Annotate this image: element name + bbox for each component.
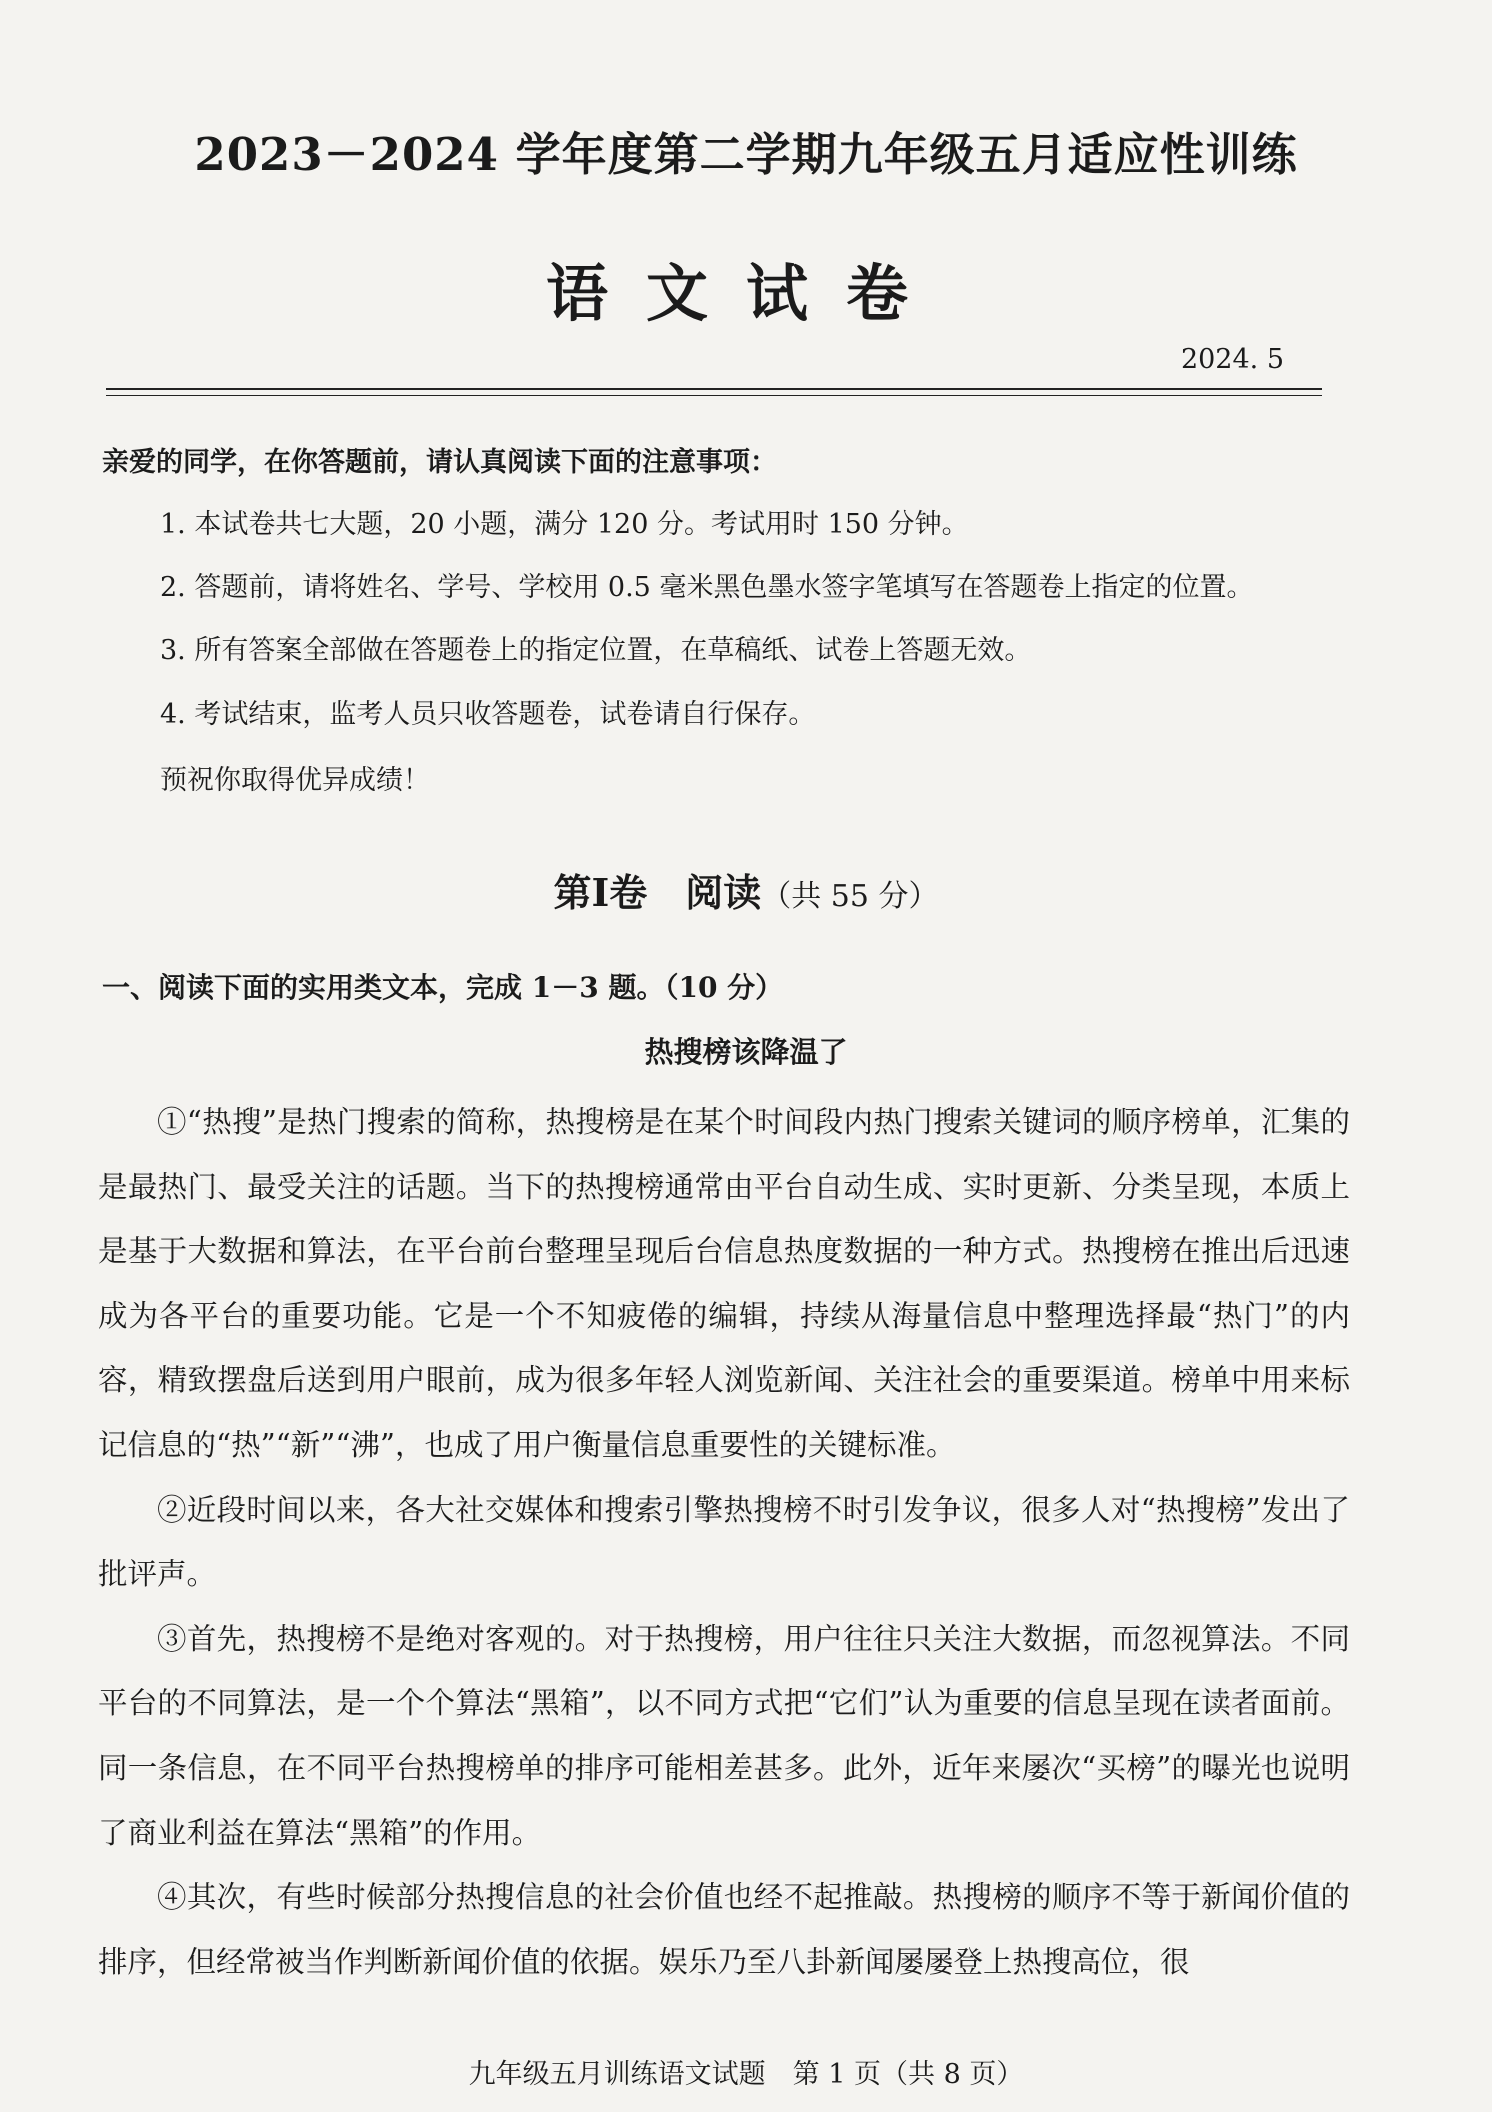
page-footer: 九年级五月训练语文试题 第 1 页（共 8 页） [468, 2059, 1024, 2090]
header-divider [106, 388, 1322, 396]
part-score: （共 55 分） [761, 879, 939, 914]
article-body [98, 1090, 1350, 1994]
notice-wish: 预祝你取得优异成绩！ [160, 765, 430, 796]
notice-item: 2. 答题前，请将姓名、学号、学校用 0.5 毫米黑色墨水签字笔填写在答题卷上指定的位置。 [160, 572, 1254, 603]
notice-item: 3. 所有答案全部做在答题卷上的指定位置，在草稿纸、试卷上答题无效。 [160, 635, 1032, 666]
part-title [0, 862, 1492, 917]
notice-item: 1. 本试卷共七大题，20 小题，满分 120 分。考试用时 150 分钟。 [160, 509, 969, 540]
part-title-label: 第Ⅰ卷 阅读 [553, 870, 762, 915]
article-title: 热搜榜该降温了 [644, 1035, 848, 1069]
article-paragraph: ①“热搜”是热门搜索的简称，热搜榜是在某个时间段内热门搜索关键词的顺序榜单，汇集的是最热门、最受关注的话题。当下的热搜榜通常由平台自动生成、实时更新、分类呈现，本质上是基于大数据和算法，在平台前台整理呈现后台信息热度数据的一种方式。热搜榜在推出后迅速成为各平台的重要功能。它是一个不知疲倦的编辑，持续从海量信息中整理选择最“热门”的内容，精致摆盘后送到用户眼前，成为很多年轻人浏览新闻、关注社会的重要渠道。榜单中用来标记信息的“热”“新”“沸”，也成了用户衡量信息重要性的关键标准。 [98, 1105, 1350, 1462]
subject-title: 语文试卷 [545, 257, 946, 330]
exam-date: 2024. 5 [1180, 344, 1284, 375]
article-paragraph: ③首先，热搜榜不是绝对客观的。对于热搜榜，用户往往只关注大数据，而忽视算法。不同平台的不同算法，是一个个算法“黑箱”，以不同方式把“它们”认为重要的信息呈现在读者面前。同一条信息，在不同平台热搜榜单的排序可能相差甚多。此外，近年来屡次“买榜”的曝光也说明了商业利益在算法“黑箱”的作用。 [98, 1621, 1350, 1850]
article-paragraph: ④其次，有些时候部分热搜信息的社会价值也经不起推敲。热搜榜的顺序不等于新闻价值的排序，但经常被当作判断新闻价值的依据。娱乐乃至八卦新闻屡屡登上热搜高位，很 [98, 1880, 1350, 1979]
notice-item: 4. 考试结束，监考人员只收答题卷，试卷请自行保存。 [160, 699, 816, 730]
article-paragraph: ②近段时间以来，各大社交媒体和搜索引擎热搜榜不时引发争议，很多人对“热搜榜”发出了批评声。 [98, 1492, 1350, 1592]
section-heading: 一、阅读下面的实用类文本，完成 1－3 题。（10 分） [102, 971, 784, 1004]
notice-heading: 亲爱的同学，在你答题前，请认真阅读下面的注意事项： [102, 447, 777, 478]
exam-title: 2023－2024 学年度第二学期九年级五月适应性训练 [194, 128, 1298, 181]
